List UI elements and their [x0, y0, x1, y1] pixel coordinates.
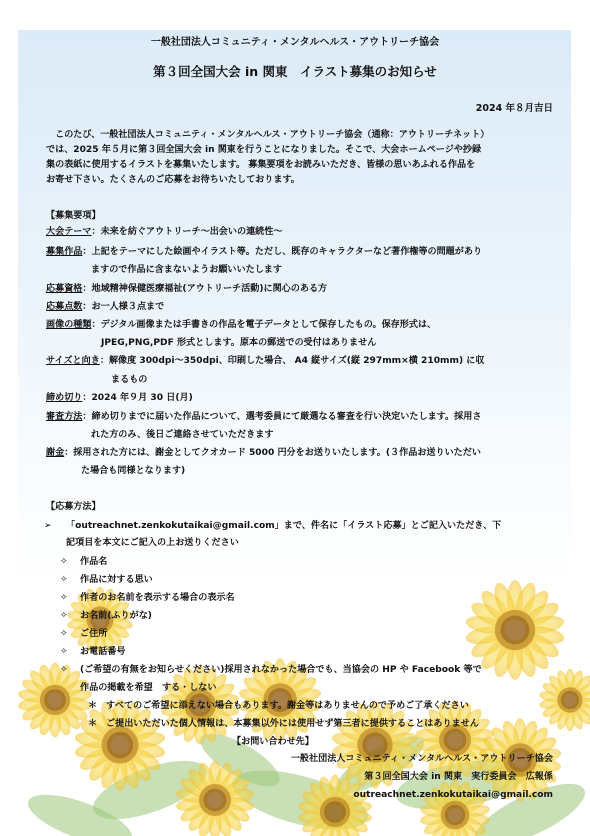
diamond-bullet-icon: ✧: [60, 611, 68, 621]
diamond-bullet-icon: ✧: [60, 575, 68, 585]
application-line-1: 「outreachnet.zenkokutaikai@gmail.com」まで、件名に「イラスト応募」とご記入いただき、下: [66, 521, 502, 531]
reward-continued: た場合も同様となります): [81, 466, 186, 476]
diamond-bullet-icon: ✧: [60, 593, 68, 603]
page-title: 第３回全国大会 in 関東 イラスト募集のお知らせ: [153, 64, 437, 79]
qualification-value: ：地域精神保健医療福祉(アウトリーチ活動)に関心のある方: [82, 284, 328, 294]
deadline-label: 締め切り: [46, 393, 83, 403]
size-label: サイズと向き: [46, 356, 100, 366]
list-item-continued: 作品の掲載を希望 する・しない: [80, 683, 217, 693]
arrow-bullet-icon: ➢: [44, 521, 52, 531]
works-continued: ますので作品に含まないようお願いいたします: [91, 265, 282, 275]
asterisk-icon: ＊: [88, 719, 98, 729]
intro-line: お寄せ下さい。たくさんのご応募をお待ちいたしております。: [46, 175, 300, 185]
list-item: お名前(ふりがな): [80, 611, 152, 621]
organization-header: 一般社団法人コミュニティ・メンタルヘルス・アウトリーチ協会: [150, 37, 440, 48]
image-type-row: [46, 318, 558, 333]
size-continued: まるもの: [111, 375, 148, 385]
list-item: 作品名: [80, 557, 108, 567]
diamond-bullet-icon: ✧: [60, 665, 68, 675]
list-item: 作品に対する思い: [80, 575, 153, 585]
theme-row: [46, 225, 558, 240]
works-label: 募集作品: [46, 247, 83, 257]
intro-paragraph: [46, 128, 556, 188]
image-type-continued: JPEG,PNG,PDF 形式とします。原本の郵送での受付はありません: [101, 338, 377, 348]
list-item: ご住所: [80, 629, 108, 639]
deadline-value: ：2024 年９月 30 日(月): [82, 393, 193, 403]
list-item: 作者のお名前を表示する場合の表示名: [80, 593, 235, 603]
contact-organization: 一般社団法人コミュニティ・メンタルヘルス・アウトリーチ協会: [290, 754, 553, 764]
works-value: ：上記をテーマにした絵画やイラスト等。ただし、既存のキャラクターなど著作権等の問題があり: [82, 247, 483, 257]
application-heading: 【応募方法】: [46, 502, 101, 512]
asterisk-icon: ＊: [88, 701, 98, 711]
reward-value: ：採用された方には、謝金としてクオカード 5000 円分をお送りいたします。(３作品お送りいただい: [64, 448, 481, 458]
theme-label: 大会テーマ: [46, 227, 92, 237]
contact-committee: 第３回全国大会 in 関東 実行委員会 広報係: [364, 772, 553, 782]
qualification-row: [46, 282, 558, 297]
list-item: お電話番号: [80, 647, 126, 657]
application-line-2: 記項目を本文にご記入の上お送りください: [66, 538, 239, 548]
requirements-heading: 【募集要項】: [46, 211, 101, 221]
diamond-bullet-icon: ✧: [60, 629, 68, 639]
note-item: すべてのご希望に添えない場合もあります。謝金等はありませんので予めご了承ください: [106, 701, 469, 711]
image-type-value: ：デジタル画像または手書きの作品を電子データとして保存したもの。保存形式は、: [91, 320, 437, 330]
count-label: 応募点数: [46, 302, 83, 312]
note-item: ご提出いただいた個人情報は、本募集以外には使用せず第三者に提供することはありません: [106, 719, 479, 729]
diamond-bullet-icon: ✧: [60, 557, 68, 567]
intro-line: では、2025 年５月に第３回全国大会 in 関東を行うことになりました。そこで、大会ホームページや抄録: [46, 145, 482, 155]
theme-value: ：未来を紡ぐアウトリーチ～出会いの連続性～: [91, 227, 283, 237]
size-value: ：解像度 300dpi～350dpi、印刷した場合、 A4 縦サイズ(縦 297mm×横 210mm) に収: [99, 356, 485, 366]
review-continued: れた方のみ、後日ご連絡させていただきます: [91, 430, 274, 440]
intro-line: 集の表紙に使用するイラストを募集いたします。 募集要項をお読みいただき、皆様の思いあふれる作品を: [46, 160, 476, 170]
count-row: [46, 300, 558, 315]
diamond-bullet-icon: ✧: [60, 647, 68, 657]
review-row: [46, 410, 558, 425]
image-type-label: 画像の種類: [46, 320, 92, 330]
reward-row: [46, 446, 558, 461]
reward-label: 謝金: [46, 448, 65, 458]
intro-line: このたび、一般社団法人コミュニティ・メンタルヘルス・アウトリーチ協会（通称：アウトリーチネット）: [55, 130, 490, 140]
contact-heading: 【お問い合わせ先】: [232, 737, 314, 747]
deadline-row: [46, 391, 558, 406]
qualification-label: 応募資格: [46, 284, 83, 294]
review-label: 審査方法: [46, 412, 83, 422]
count-value: ：お一人様３点まで: [82, 302, 165, 312]
contact-email: outreachnet.zenkokutaikai@gmail.com: [353, 790, 553, 800]
works-row: [46, 245, 558, 260]
review-value: ：締め切りまでに届いた作品について、選考委員にて厳選なる審査を行い決定いたします。採用さ: [82, 412, 482, 422]
issue-date: 2024 年８月吉日: [475, 103, 553, 114]
list-item: (ご希望の有無をお知らせください)採用されなかった場合でも、当協会の HP や Facebook 等で: [80, 665, 482, 675]
size-row: [46, 354, 558, 369]
